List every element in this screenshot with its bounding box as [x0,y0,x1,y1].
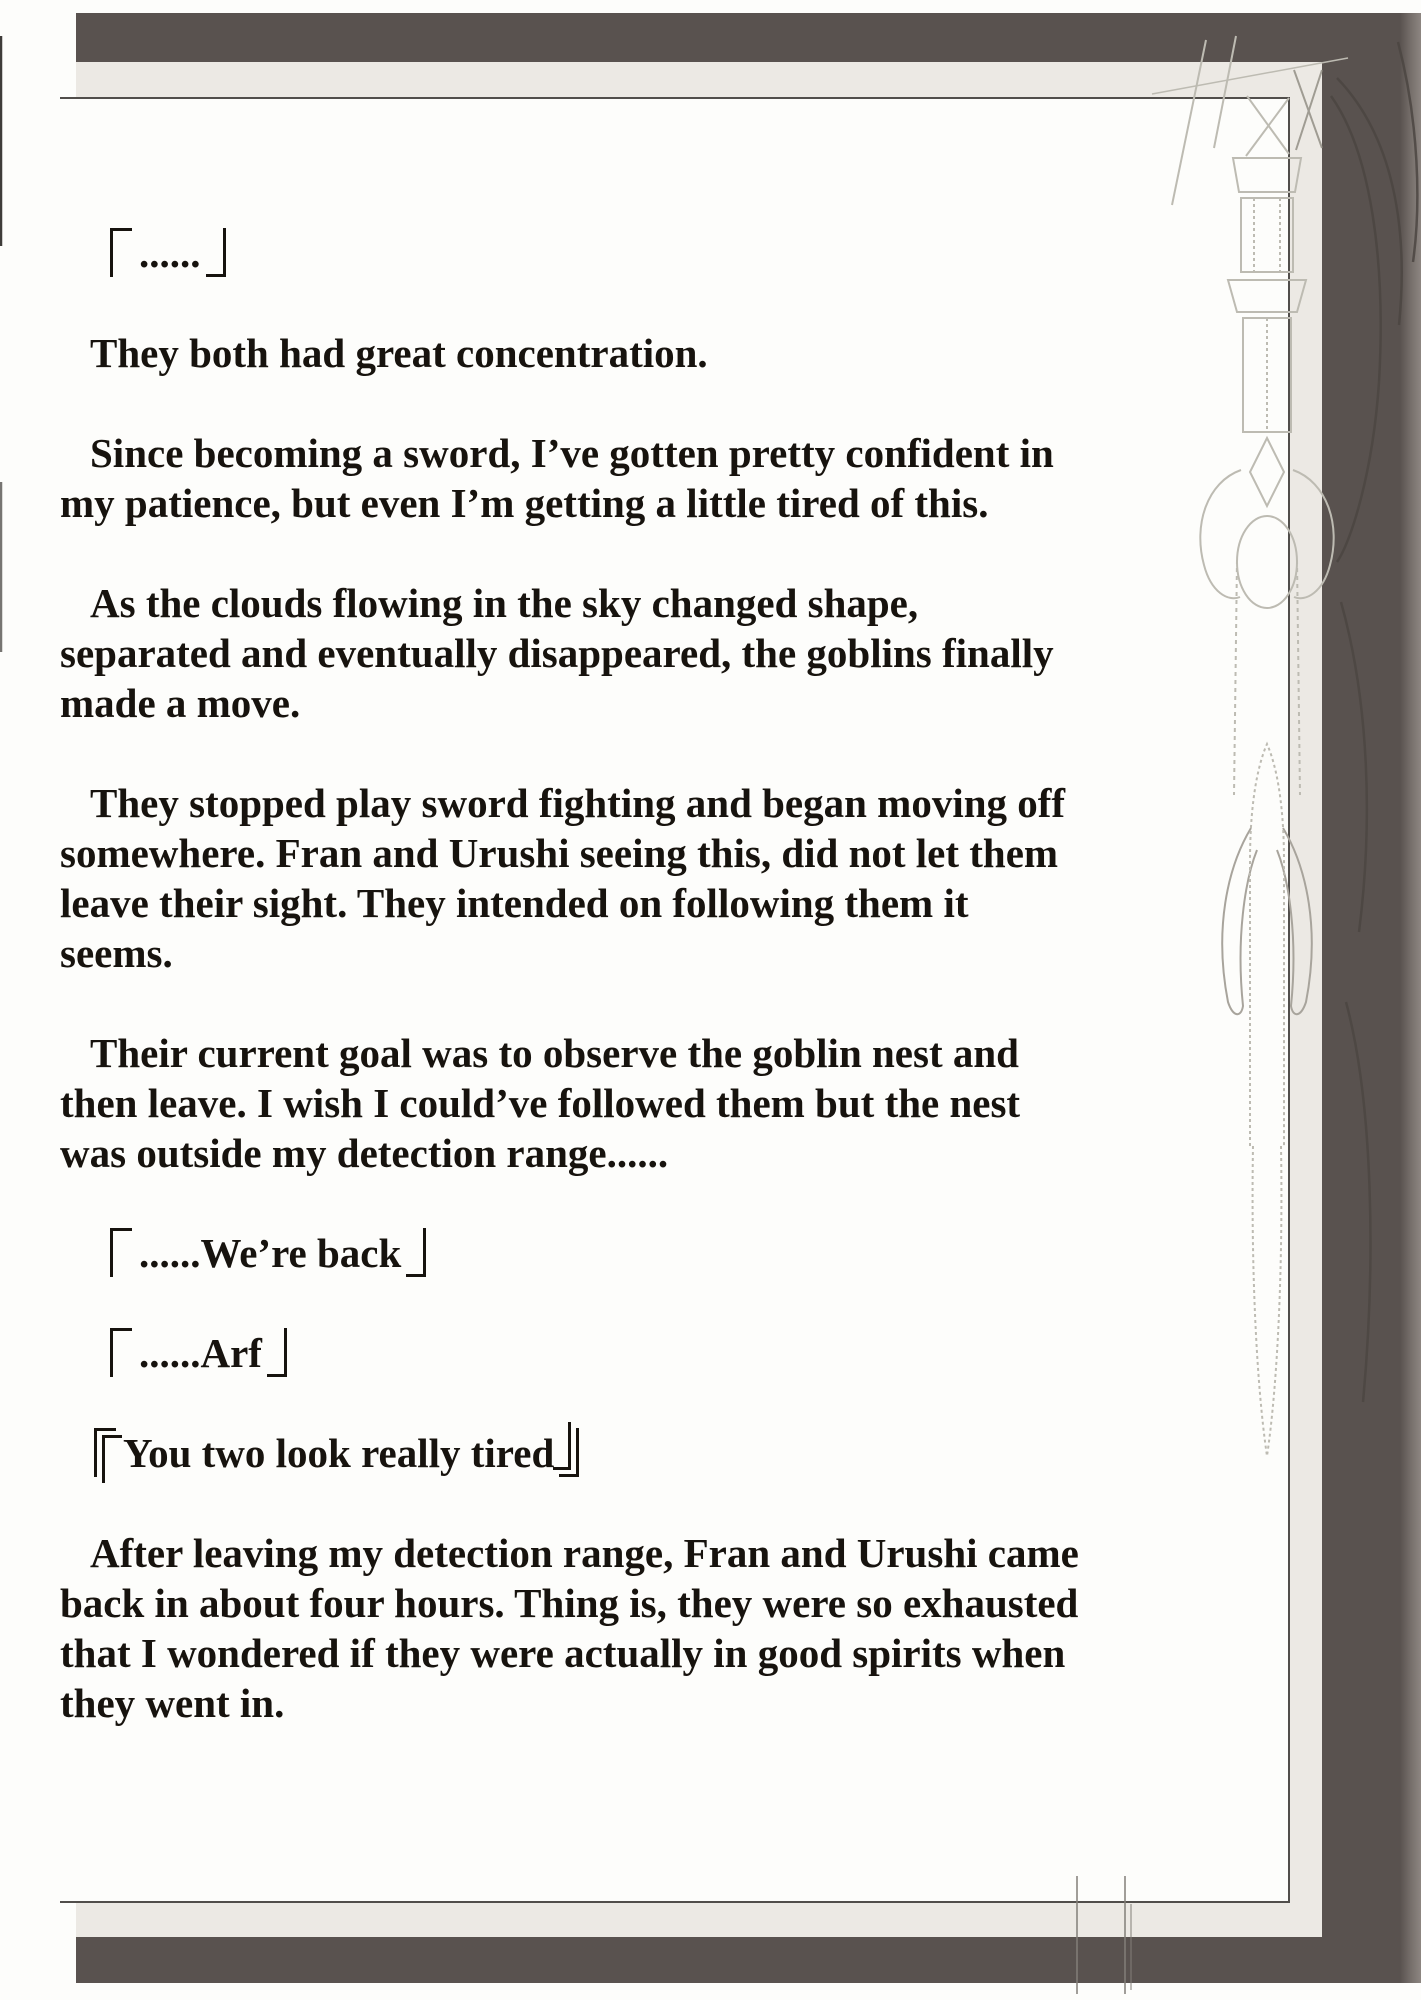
double-corner-bracket-close [559,1428,579,1477]
text-line: seems. [60,930,173,976]
page-right-edge-shadow [1400,13,1421,1983]
dialogue-text: ......We’re back [139,1230,402,1276]
dialogue-paragraph [60,1428,1245,1478]
text-line: made a move. [60,680,301,726]
page-edge-strip-right [1288,62,1322,1937]
narration-paragraph [60,778,1245,978]
dialogue-paragraph [60,228,1245,278]
text-line: was outside my detection range...... [60,1130,669,1176]
narration-paragraph [60,1528,1245,1728]
text-line: they went in. [60,1680,285,1726]
text-line: They both had great concentration. [90,330,708,376]
text-line: my patience, but even I’m getting a little tired of this. [60,480,989,526]
corner-bracket-open [110,228,132,277]
narration-paragraph [60,328,1245,378]
text-line: that I wondered if they were actually in good spirits when [60,1630,1066,1676]
text-line: Their current goal was to observe the goblin nest and [90,1030,1019,1076]
double-corner-bracket-open [94,1428,116,1477]
corner-bracket-close [406,1228,426,1277]
dialogue-text: ...... [139,230,201,276]
corner-bracket-close [206,228,226,277]
dialogue-paragraph [60,1228,1245,1278]
dark-frame-bottom [76,1937,1421,1983]
text-line: As the clouds flowing in the sky changed shape, [90,580,919,626]
dark-frame-top [76,13,1421,62]
text-line: then leave. I wish I could’ve followed them but the nest [60,1080,1021,1126]
narration-paragraph [60,1028,1245,1178]
page-text [60,228,1245,1728]
dialogue-line [60,1428,1245,1478]
text-line: separated and eventually disappeared, the goblins finally [60,630,1054,676]
narration-paragraph [60,428,1245,528]
corner-bracket-close [267,1328,287,1377]
page-edge-strip-top [76,62,1322,98]
text-line: somewhere. Fran and Urushi seeing this, did not let them [60,830,1059,876]
dialogue-text: ......Arf [139,1330,262,1376]
text-line: After leaving my detection range, Fran and Urushi came [90,1530,1079,1576]
text-line: leave their sight. They intended on following them it [60,880,969,926]
corner-bracket-open [110,1228,132,1277]
dialogue-text: You two look really tired [123,1430,555,1476]
narration-paragraph [60,578,1245,728]
text-line: back in about four hours. Thing is, they were so exhausted [60,1580,1079,1626]
dialogue-paragraph [60,1328,1245,1378]
text-line: Since becoming a sword, I’ve gotten pretty confident in [90,430,1054,476]
dialogue-line [60,1228,1245,1278]
dialogue-line [60,228,1245,278]
dialogue-line [60,1328,1245,1378]
page-edge-strip-bottom [76,1901,1288,1937]
corner-bracket-open [110,1328,132,1377]
text-line: They stopped play sword fighting and began moving off [90,780,1066,826]
